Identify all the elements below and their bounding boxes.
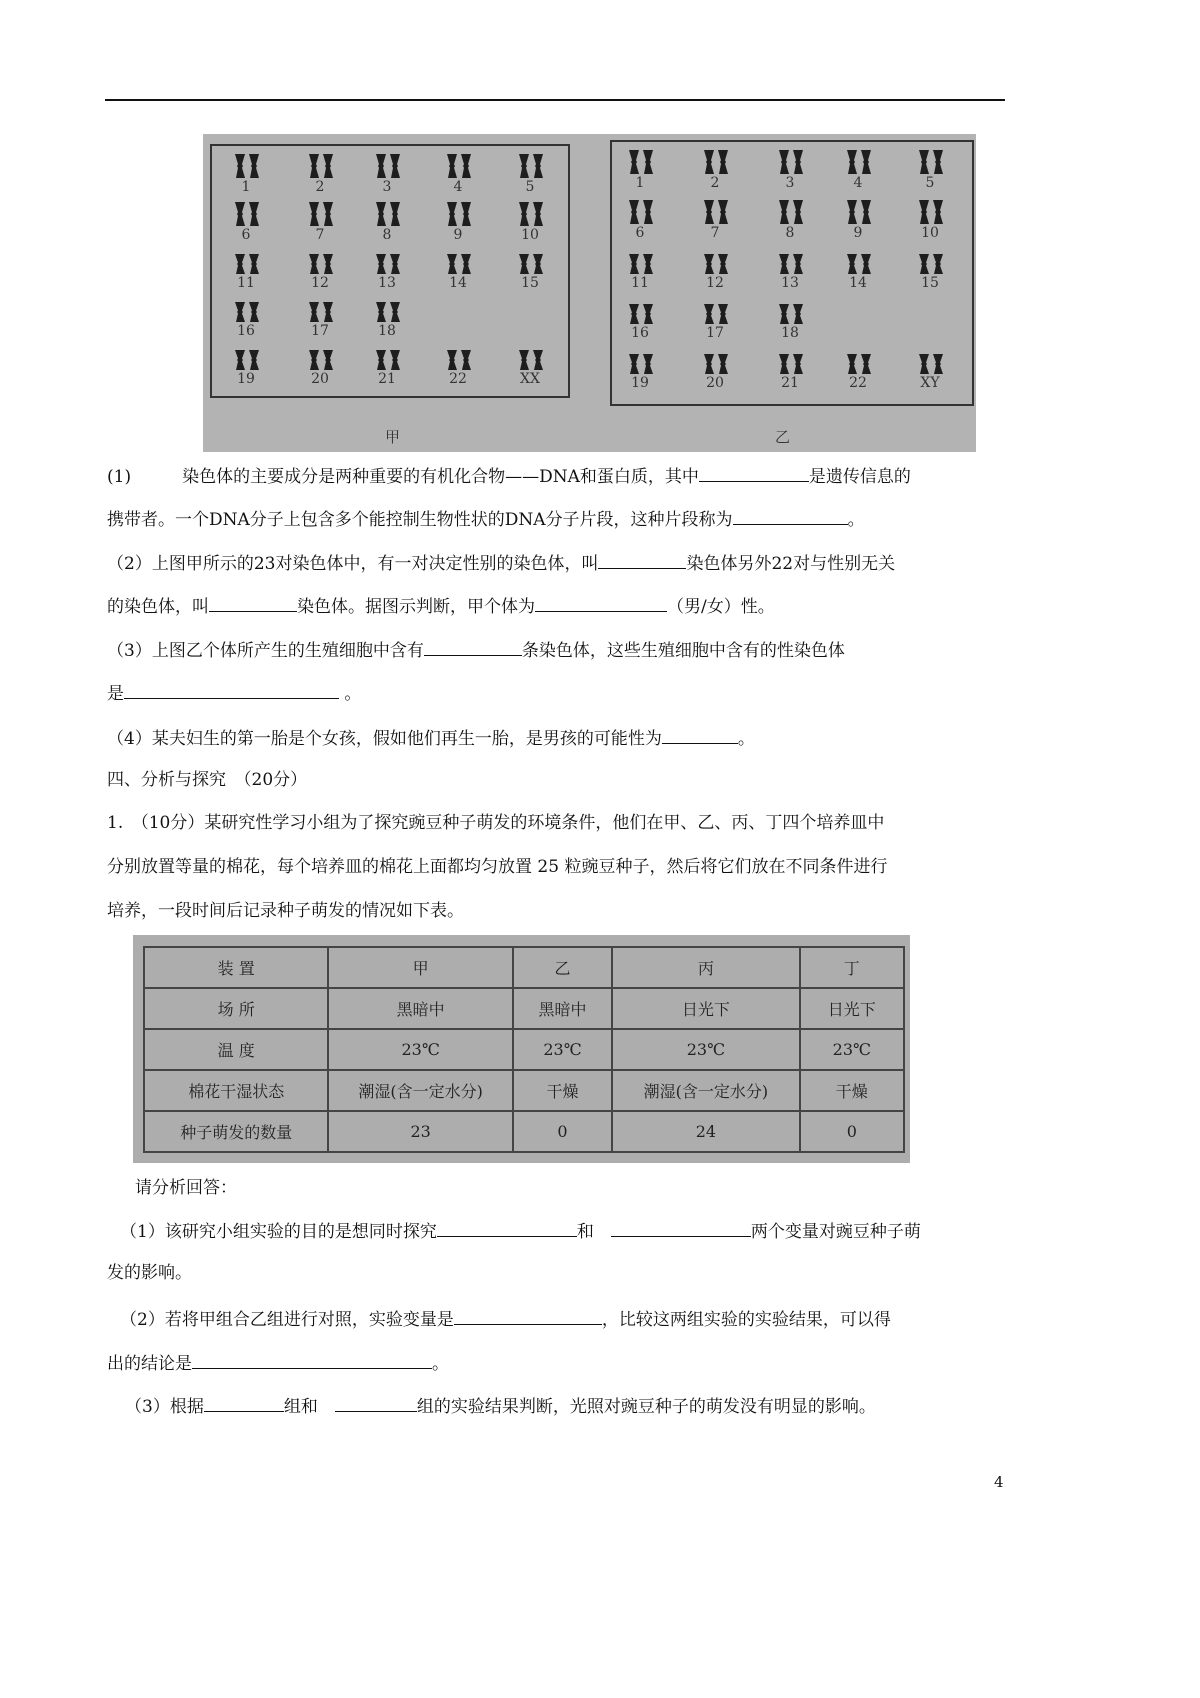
chromosome-label: 1 <box>635 175 645 191</box>
chromosome-pair-icon <box>623 354 657 374</box>
q1-line1: (1) 染色体的主要成分是两种重要的有机化合物——DNA和蛋白质，其中 是遗传信息的 <box>107 463 911 489</box>
row-header-cell: 棉花干湿状态 <box>144 1070 328 1111</box>
p1-q2-line2: 出的结论是 。 <box>107 1350 449 1376</box>
chromosome-label: 13 <box>781 275 799 291</box>
chromosome-pair-icon <box>370 154 404 178</box>
chromosome-label: 11 <box>237 275 255 291</box>
chromosome-label: 7 <box>710 225 720 241</box>
section-heading: 四、分析与探究 （20分） <box>107 770 308 790</box>
chromosome-label: 17 <box>706 325 724 341</box>
chromosome-label: XX <box>520 371 540 387</box>
chromosome-label: 14 <box>849 275 867 291</box>
table-cell: 丁 <box>800 947 904 988</box>
chromosome-label: 21 <box>781 375 799 391</box>
answer-blank[interactable] <box>535 593 667 612</box>
chromosome-label: 10 <box>521 227 539 243</box>
chromosome-label: 20 <box>706 375 724 391</box>
chromosome-label: 13 <box>378 275 396 291</box>
chromosome-pair-icon <box>370 254 404 274</box>
table-cell: 潮湿(含一定水分) <box>328 1070 512 1111</box>
chromosome-label: 3 <box>785 175 795 191</box>
chromosome-pair-icon <box>303 302 337 322</box>
table-cell: 黑暗中 <box>328 988 512 1029</box>
chromosome-label: 22 <box>849 375 867 391</box>
answer-blank[interactable] <box>335 1393 417 1412</box>
chromosome-pair-icon <box>370 350 404 370</box>
karyotype-panel-yi <box>610 140 974 406</box>
chromosome-pair-icon <box>698 254 732 274</box>
chromosome-pair-icon <box>773 254 807 274</box>
p1-q1-line2: 发的影响。 <box>107 1263 192 1283</box>
chromosome-pair-icon <box>698 354 732 374</box>
table-row <box>144 1070 904 1111</box>
row-header-cell: 种子萌发的数量 <box>144 1111 328 1152</box>
chromosome-label: 1 <box>241 179 251 195</box>
p1-line1: 1. （10分）某研究性学习小组为了探究豌豆种子萌发的环境条件，他们在甲、乙、丙、丁四个培养皿中 <box>107 813 885 833</box>
chromosome-pair-icon <box>623 150 657 174</box>
chromosome-pair-icon <box>513 202 547 226</box>
table-row <box>144 1029 904 1070</box>
chromosome-label: 14 <box>449 275 467 291</box>
chromosome-label: 12 <box>706 275 724 291</box>
chromosome-pair-icon <box>229 254 263 274</box>
chromosome-pair-icon <box>773 200 807 224</box>
chromosome-label: 3 <box>382 179 392 195</box>
chromosome-pair-icon <box>370 302 404 322</box>
chromosome-label: 6 <box>241 227 251 243</box>
header-rule <box>105 99 1005 101</box>
chromosome-pair-icon <box>441 154 475 178</box>
answer-blank[interactable] <box>454 1306 602 1325</box>
table-cell: 日光下 <box>800 988 904 1029</box>
chromosome-pair-icon <box>303 202 337 226</box>
p1-line2: 分别放置等量的棉花，每个培养皿的棉花上面都均匀放置 25 粒豌豆种子，然后将它们放在不同条件进行 <box>107 857 888 877</box>
table-cell: 潮湿(含一定水分) <box>612 1070 799 1111</box>
chromosome-pair-icon <box>513 154 547 178</box>
chromosome-pair-icon <box>623 304 657 324</box>
caption-yi: 乙 <box>775 428 791 446</box>
chromosome-pair-icon <box>229 154 263 178</box>
chromosome-label: 11 <box>631 275 649 291</box>
chromosome-pair-icon <box>841 200 875 224</box>
germination-table <box>133 935 910 1163</box>
answer-blank[interactable] <box>733 506 848 525</box>
table-cell: 日光下 <box>612 988 799 1029</box>
table-row <box>144 1111 904 1152</box>
chromosome-label: 2 <box>710 175 720 191</box>
table-cell: 黑暗中 <box>513 988 612 1029</box>
answer-blank[interactable] <box>662 725 738 744</box>
chromosome-pair-icon <box>303 350 337 370</box>
chromosome-pair-icon <box>773 304 807 324</box>
chromosome-label: 17 <box>311 323 329 339</box>
chromosome-pair-icon <box>441 350 475 370</box>
chromosome-pair-icon <box>229 202 263 226</box>
chromosome-pair-icon <box>698 304 732 324</box>
chromosome-pair-icon <box>370 202 404 226</box>
chromosome-label: 2 <box>315 179 325 195</box>
table-cell: 丙 <box>612 947 799 988</box>
page-number: 4 <box>994 1473 1004 1491</box>
q2-line2: 的染色体，叫 染色体。据图示判断，甲个体为 （男/女）性。 <box>107 593 775 619</box>
caption-jia: 甲 <box>385 428 401 446</box>
prompt: 请分析回答： <box>135 1178 237 1198</box>
answer-blank[interactable] <box>598 550 686 569</box>
table-cell: 23℃ <box>328 1029 512 1070</box>
karyotype-panel-jia <box>210 144 570 398</box>
chromosome-pair-icon <box>841 254 875 274</box>
chromosome-label: 5 <box>525 179 535 195</box>
chromosome-label: 7 <box>315 227 325 243</box>
chromosome-label: 19 <box>237 371 255 387</box>
row-header-cell: 场 所 <box>144 988 328 1029</box>
table-cell: 甲 <box>328 947 512 988</box>
chromosome-pair-icon <box>841 150 875 174</box>
q1-line2: 携带者。一个DNA分子上包含多个能控制生物性状的DNA分子片段，这种片段称为 。 <box>107 506 865 532</box>
chromosome-pair-icon <box>773 354 807 374</box>
q2-line1: （2）上图甲所示的23对染色体中，有一对决定性别的染色体，叫 染色体另外22对与性别无关 <box>107 550 895 576</box>
table-cell: 0 <box>800 1111 904 1152</box>
chromosome-label: 15 <box>521 275 539 291</box>
chromosome-label: 9 <box>453 227 463 243</box>
chromosome-pair-icon <box>623 254 657 274</box>
chromosome-pair-icon <box>623 200 657 224</box>
table-cell: 乙 <box>513 947 612 988</box>
chromosome-pair-icon <box>513 350 547 370</box>
row-header-cell: 装 置 <box>144 947 328 988</box>
q4-line: （4）某夫妇生的第一胎是个女孩，假如他们再生一胎，是男孩的可能性为 。 <box>107 725 755 751</box>
chromosome-label: 8 <box>382 227 392 243</box>
chromosome-pair-icon <box>913 150 947 174</box>
chromosome-label: 19 <box>631 375 649 391</box>
answer-blank[interactable] <box>204 1393 284 1412</box>
chromosome-label: 5 <box>925 175 935 191</box>
chromosome-label: 8 <box>785 225 795 241</box>
chromosome-pair-icon <box>913 200 947 224</box>
chromosome-label: 20 <box>311 371 329 387</box>
table-cell: 0 <box>513 1111 612 1152</box>
chromosome-pair-icon <box>913 354 947 374</box>
table-cell: 23℃ <box>800 1029 904 1070</box>
q3-line2: 是 。 <box>107 680 361 706</box>
q3-line1: （3）上图乙个体所产生的生殖细胞中含有 条染色体，这些生殖细胞中含有的性染色体 <box>107 637 845 663</box>
chromosome-pair-icon <box>441 202 475 226</box>
p1-q1-line1: （1）该研究小组实验的目的是想同时探究 和 两个变量对豌豆种子萌 <box>120 1218 921 1244</box>
chromosome-label: 9 <box>853 225 863 241</box>
chromosome-label: 22 <box>449 371 467 387</box>
table-cell: 23℃ <box>513 1029 612 1070</box>
chromosome-pair-icon <box>698 150 732 174</box>
table-cell: 23 <box>328 1111 512 1152</box>
chromosome-label: 6 <box>635 225 645 241</box>
answer-blank[interactable] <box>192 1350 432 1369</box>
chromosome-label: 16 <box>631 325 649 341</box>
table-row <box>144 988 904 1029</box>
table-row <box>144 947 904 988</box>
chromosome-pair-icon <box>303 254 337 274</box>
chromosome-label: 21 <box>378 371 396 387</box>
chromosome-label: 18 <box>781 325 799 341</box>
chromosome-pair-icon <box>229 302 263 322</box>
row-header-cell: 温 度 <box>144 1029 328 1070</box>
chromosome-pair-icon <box>513 254 547 274</box>
chromosome-pair-icon <box>913 254 947 274</box>
chromosome-label: 4 <box>453 179 463 195</box>
answer-blank[interactable] <box>699 463 809 482</box>
table-cell: 23℃ <box>612 1029 799 1070</box>
chromosome-pair-icon <box>229 350 263 370</box>
answer-blank[interactable] <box>611 1218 751 1237</box>
chromosome-pair-icon <box>698 200 732 224</box>
chromosome-label: 16 <box>237 323 255 339</box>
answer-blank[interactable] <box>124 680 339 699</box>
table-cell: 干燥 <box>800 1070 904 1111</box>
chromosome-pair-icon <box>303 154 337 178</box>
chromosome-label: XY <box>920 375 940 391</box>
chromosome-label: 18 <box>378 323 396 339</box>
chromosome-label: 4 <box>853 175 863 191</box>
table-cell: 24 <box>612 1111 799 1152</box>
chromosome-label: 10 <box>921 225 939 241</box>
table-cell: 干燥 <box>513 1070 612 1111</box>
chromosome-label: 15 <box>921 275 939 291</box>
p1-line3: 培养，一段时间后记录种子萌发的情况如下表。 <box>107 901 464 921</box>
chromosome-label: 12 <box>311 275 329 291</box>
answer-blank[interactable] <box>424 637 522 656</box>
chromosome-pair-icon <box>441 254 475 274</box>
answer-blank[interactable] <box>437 1218 577 1237</box>
chromosome-pair-icon <box>773 150 807 174</box>
chromosome-pair-icon <box>841 354 875 374</box>
p1-q2-line1: （2）若将甲组合乙组进行对照，实验变量是 ，比较这两组实验的实验结果，可以得 <box>120 1306 891 1332</box>
answer-blank[interactable] <box>209 593 297 612</box>
karyotype-figure <box>203 134 976 452</box>
p1-q3-line: （3）根据 组和 组的实验结果判断，光照对豌豆种子的萌发没有明显的影响。 <box>125 1393 876 1419</box>
